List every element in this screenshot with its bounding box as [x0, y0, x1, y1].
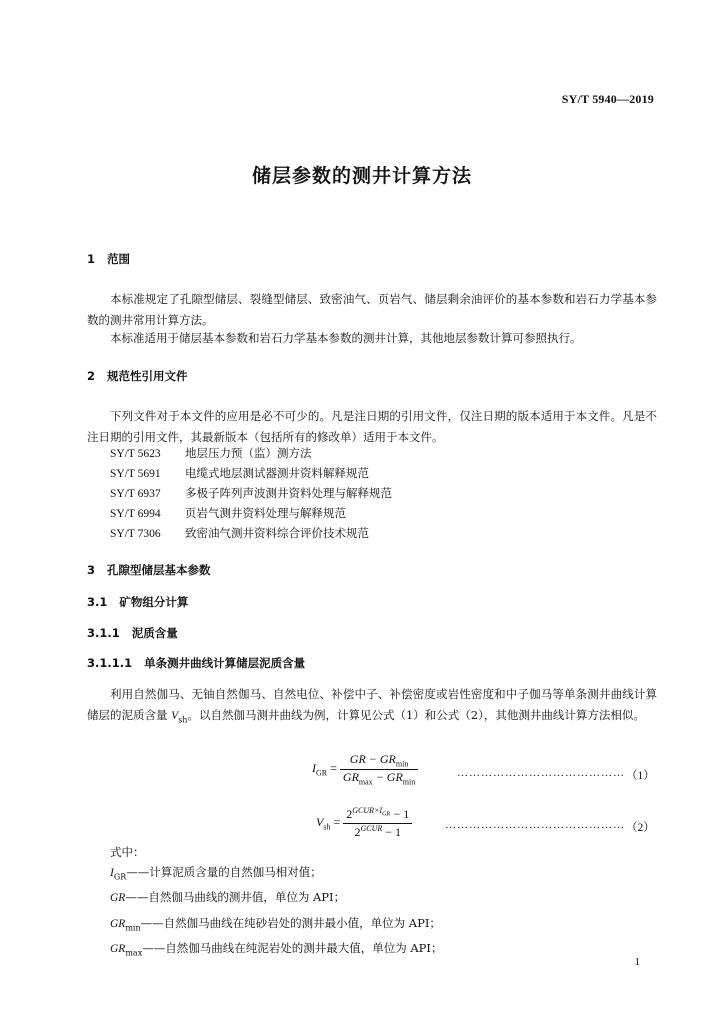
- definition-item: $I_{GR}——$计算泥质含量的自然伽马相对值；: [110, 865, 322, 882]
- equation-fraction: [343, 806, 412, 840]
- reference-name: 页岩气测井资料处理与解释规范: [185, 506, 346, 520]
- section-3-heading: [87, 562, 211, 578]
- paragraph-text: 。以自然伽马测井曲线为例，计算见公式（1）和公式（2），其他测井曲线计算方法相似。: [187, 708, 645, 722]
- section-number: 3.1.1: [87, 626, 120, 640]
- section-number: 2: [87, 369, 96, 383]
- section-title: 范围: [107, 252, 131, 266]
- paragraph: 本标准规定了孔隙型储层、裂缝型储层、致密油气、页岩气、储层剩余油评价的基本参数和岩石力学基本参数的测井常用计算方法。: [87, 292, 657, 327]
- reference-code: SY/T 6994: [110, 508, 161, 520]
- variable-subscript: sh: [178, 715, 188, 725]
- reference-code: SY/T 5691: [110, 468, 161, 480]
- section-number: 3.1.1.1: [87, 656, 133, 670]
- section-title: 规范性引用文件: [107, 369, 188, 383]
- equation-number: （1）: [626, 770, 655, 782]
- reference-code: SY/T 7306: [110, 528, 161, 540]
- section-1-heading: [87, 251, 130, 267]
- equation-number: （2）: [626, 822, 655, 834]
- where-label: 式中：: [110, 845, 145, 859]
- paragraph: 本标准适用于储层基本参数和岩石力学基本参数的测井计算，其他地层参数计算可参照执行。: [110, 331, 582, 345]
- section-title: 矿物组分计算: [119, 595, 189, 609]
- numerator: $2^{GCUR\times I_{GR}} - 1$: [343, 806, 412, 824]
- section-3-1-heading: [87, 594, 188, 610]
- reference-item: [110, 504, 392, 524]
- equation-2: $V_{sh}$ = $\frac{2^{GCUR\times I_{GR}} - 1}{2^{GCUR} - 1}$: [316, 806, 412, 840]
- standard-code: SY/T 5940—2019: [561, 92, 654, 106]
- definition-item: $GR_{min}——$自然伽马曲线在纯砂岩处的测井最小值，单位为 API；: [110, 915, 441, 932]
- variable: V: [171, 710, 179, 722]
- definition-item: $GR_{max}——$自然伽马曲线在纯泥岩处的测井最大值，单位为 API；: [110, 940, 443, 958]
- section-number: 3: [87, 563, 96, 577]
- equation-lhs: $V_{sh}$: [316, 814, 331, 832]
- equation-lhs: $I_{GR}$: [312, 761, 328, 778]
- leader-dots: ………………………………………: [445, 819, 625, 831]
- section-3-1-1-1-heading: [87, 655, 305, 671]
- reference-list: [110, 444, 392, 544]
- reference-item: [110, 444, 392, 464]
- equation-fraction: [340, 752, 418, 787]
- denominator: $GR_{max} - GR_{min}$: [342, 770, 416, 787]
- page-number: 1: [634, 956, 640, 968]
- reference-item: [110, 524, 392, 544]
- reference-name: 地层压力预（监）测方法: [185, 446, 312, 460]
- reference-name: 致密油气测井资料综合评价技术规范: [185, 526, 369, 540]
- document-title: 储层参数的测井计算方法: [251, 165, 472, 187]
- section-title: 孔隙型储层基本参数: [107, 563, 211, 577]
- definition-list: [110, 862, 442, 963]
- reference-code: SY/T 5623: [110, 448, 161, 460]
- paragraph-text: 利用自然伽马、无铀自然伽马、自然电位、补偿中子、补偿密度或岩性密度和中子伽马等单条测井曲线计算储层的泥质含量: [87, 687, 657, 722]
- leader-dots: ……………………………………: [457, 767, 625, 779]
- section-title: 单条测井曲线计算储层泥质含量: [144, 656, 306, 670]
- reference-item: [110, 484, 392, 504]
- reference-name: 电缆式地层测试器测井资料解释规范: [185, 466, 369, 480]
- paragraph: [87, 684, 657, 730]
- equation-1: $I_{GR}$ = $\frac{GR - GR_{min}}{GR_{max} - GR_{min}}$: [312, 752, 418, 787]
- denominator: $2^{GCUR} - 1$: [354, 824, 402, 839]
- paragraph: 下列文件对于本文件的应用是必不可少的。凡是注日期的引用文件，仅注日期的版本适用于本文件。凡是不注日期的引用文件，其最新版本（包括所有的修改单）适用于本文件。: [87, 409, 657, 444]
- section-2-heading: [87, 368, 188, 384]
- definition-item: GR——自然伽马曲线的测井值，单位为 API；: [110, 890, 346, 905]
- section-3-1-1-heading: [87, 625, 178, 641]
- reference-code: SY/T 6937: [110, 488, 161, 500]
- reference-item: [110, 464, 392, 484]
- section-number: 1: [87, 252, 96, 266]
- section-number: 3.1: [87, 595, 108, 609]
- reference-name: 多极子阵列声波测井资料处理与解释规范: [185, 486, 392, 500]
- section-title: 泥质含量: [131, 626, 178, 640]
- numerator: GR − $GR_{min}$: [340, 752, 418, 770]
